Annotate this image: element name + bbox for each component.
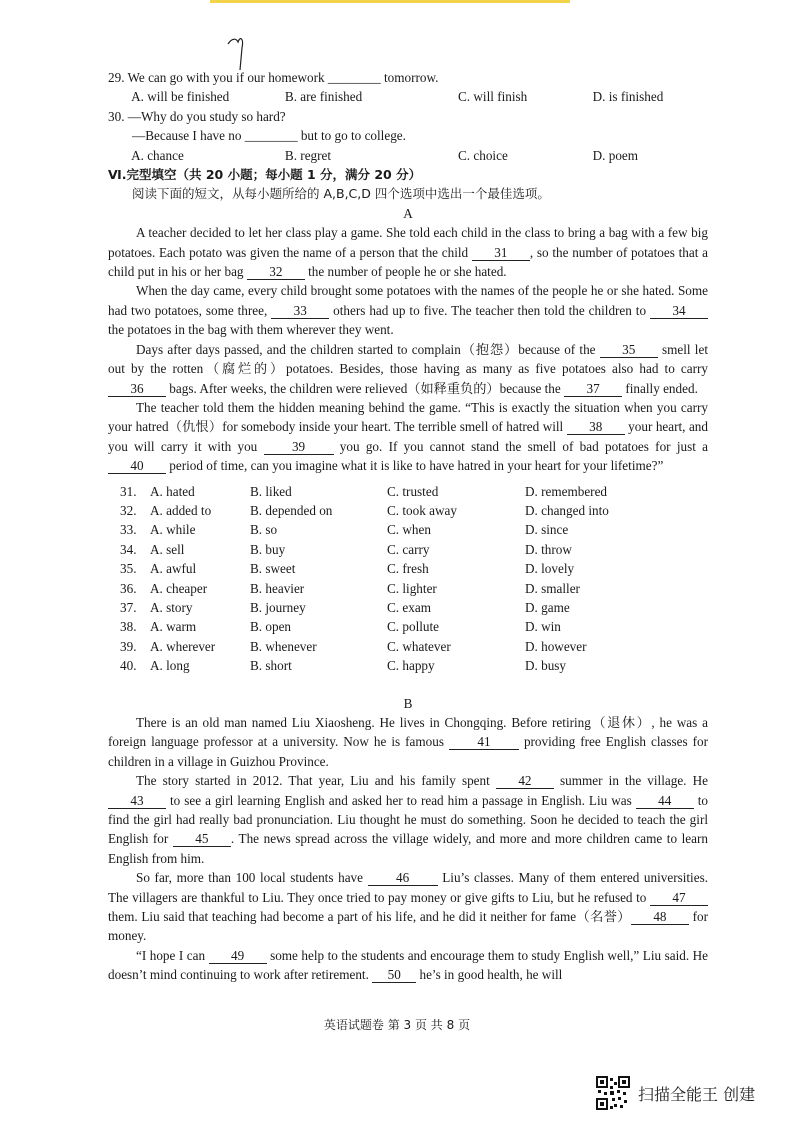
option-row bbox=[108, 540, 675, 559]
option-a: A. hated bbox=[150, 483, 195, 499]
blank-39: 39 bbox=[264, 440, 334, 455]
option-c: C. when bbox=[387, 522, 431, 538]
option-row bbox=[108, 598, 675, 617]
option-row bbox=[108, 617, 675, 636]
option-a: A. will be finished bbox=[131, 89, 230, 105]
option-b: B. are finished bbox=[284, 89, 363, 105]
option-c: C. choice bbox=[458, 147, 508, 163]
option-number: 33. bbox=[120, 522, 137, 538]
option-d: D. remembered bbox=[525, 483, 608, 499]
passage-b-heading: B bbox=[403, 695, 413, 711]
blank-48: 48 bbox=[631, 910, 689, 925]
option-b: B. sweet bbox=[250, 561, 296, 577]
blank-46: 46 bbox=[368, 871, 438, 886]
option-a: A. cheaper bbox=[150, 580, 208, 596]
option-number: 39. bbox=[120, 638, 137, 654]
question-29-stem: 29. We can go with you if our homework ________ tomorrow. bbox=[108, 70, 439, 85]
option-number: 34. bbox=[120, 541, 137, 557]
option-a: A. story bbox=[150, 599, 193, 615]
blank-38: 38 bbox=[567, 420, 625, 435]
option-c: C. trusted bbox=[387, 483, 439, 499]
option-a: A. long bbox=[150, 658, 190, 674]
exam-page bbox=[108, 68, 708, 985]
option-b: B. liked bbox=[250, 483, 292, 499]
passage-b-paragraph-1: There is an old man named Liu Xiaosheng. He lives in Chongqing. Before retiring（退休）, he was a foreign language professor at a university. Now he is famous 41 providing free English classes for children in a village in Guizhou Province. bbox=[108, 715, 708, 769]
option-d: D. is finished bbox=[592, 89, 664, 105]
blank-45: 45 bbox=[173, 832, 231, 847]
option-b: B. open bbox=[250, 619, 292, 635]
blank-36: 36 bbox=[108, 382, 166, 397]
option-row bbox=[108, 482, 675, 501]
option-number: 32. bbox=[120, 502, 137, 518]
option-row bbox=[108, 501, 675, 520]
blank-37: 37 bbox=[564, 382, 622, 397]
blank-34: 34 bbox=[650, 304, 708, 319]
option-number: 36. bbox=[120, 580, 137, 596]
passage-a-paragraph-3: Days after days passed, and the children started to complain（抱怨）because of the 35 smell let out by the rotten（腐烂的）potatoes. Besides, those having as many as five potatoes also had to carry 36 bags. After weeks, the children were relieved（如释重负的）because the 37 finally ended. bbox=[108, 341, 708, 396]
option-a: A. warm bbox=[150, 619, 197, 635]
option-d: D. throw bbox=[525, 541, 572, 557]
blank-33: 33 bbox=[271, 304, 329, 319]
option-row bbox=[108, 520, 675, 539]
option-d: D. smaller bbox=[525, 580, 580, 596]
blank-35: 35 bbox=[600, 343, 658, 358]
option-b: B. short bbox=[250, 658, 292, 674]
scan-edge-strip bbox=[210, 0, 570, 3]
option-number: 38. bbox=[120, 619, 137, 635]
option-c: C. exam bbox=[387, 599, 431, 615]
blank-49: 49 bbox=[209, 949, 267, 964]
option-d: D. poem bbox=[592, 147, 639, 163]
options-table-a bbox=[108, 482, 675, 676]
option-d: D. however bbox=[525, 638, 587, 654]
option-b: B. buy bbox=[250, 541, 286, 557]
option-a: A. chance bbox=[131, 147, 184, 163]
option-c: C. fresh bbox=[387, 561, 429, 577]
passage-a-paragraph-2: When the day came, every child brought some potatoes with the names of the people he or she hated. Some had two potatoes, some three, 33 others had up to five. The teacher then told the children to 34 the potatoes in the bag with them wherever they went. bbox=[108, 283, 708, 338]
option-c: C. took away bbox=[387, 502, 457, 518]
option-c: C. happy bbox=[387, 658, 435, 674]
option-number: 40. bbox=[120, 658, 137, 674]
option-row bbox=[108, 637, 675, 656]
passage-b-paragraph-2: The story started in 2012. That year, Liu and his family spent 42 summer in the village. He 43 to see a girl learning English and asked her to read him a passage in English. Liu was 44 to find the girl had really bad pronunciation. Liu thought he must do something. Soon he decided to teach the girl English for 45 . The news spread across the village widely, and more and more children came to learn English from him. bbox=[108, 773, 708, 866]
blank-50: 50 bbox=[372, 968, 416, 983]
blank-31: 31 bbox=[472, 246, 530, 261]
blank-42: 42 bbox=[496, 774, 554, 789]
option-b: B. depended on bbox=[250, 502, 333, 518]
blank-43: 43 bbox=[108, 794, 166, 809]
scanner-app-label: 扫描全能王 创建 bbox=[638, 1084, 756, 1104]
section-6-instruction: 阅读下面的短文，从每小题所给的 A,B,C,D 四个选项中选出一个最佳选项。 bbox=[132, 186, 550, 202]
passage-a-paragraph-1: A teacher decided to let her class play a game. She told each child in the class to bring a bag with a few big potatoes. Each potato was given the name of a person that the child 31 , so the number of potatoes that a child put in his or her bag 32 the number of people he or she hated. bbox=[108, 225, 708, 280]
option-row bbox=[108, 579, 675, 598]
option-d: D. lovely bbox=[525, 561, 575, 577]
option-row bbox=[108, 559, 675, 578]
blank-47: 47 bbox=[650, 891, 708, 906]
option-b: B. regret bbox=[284, 147, 332, 163]
blank-44: 44 bbox=[636, 794, 694, 809]
option-d: D. game bbox=[525, 599, 570, 615]
passage-b-paragraph-4: “I hope I can 49 some help to the students and encourage them to study English well,” Liu said. He doesn’t mind continuing to work after retirement. 50 he’s in good health, he will bbox=[108, 947, 708, 983]
question-29-options bbox=[108, 87, 708, 106]
question-30 bbox=[108, 107, 708, 165]
question-29 bbox=[108, 68, 708, 107]
option-c: C. will finish bbox=[458, 89, 528, 105]
option-c: C. pollute bbox=[387, 619, 440, 635]
question-30-options bbox=[108, 146, 708, 165]
option-number: 35. bbox=[120, 561, 137, 577]
qr-code-icon bbox=[596, 1076, 630, 1110]
option-a: A. while bbox=[150, 522, 196, 538]
option-a: A. awful bbox=[150, 561, 197, 577]
option-b: B. whenever bbox=[250, 638, 317, 654]
passage-a-heading: A bbox=[403, 205, 413, 221]
blank-32: 32 bbox=[247, 265, 305, 280]
question-30-line2: —Because I have no ________ but to go to college. bbox=[132, 128, 406, 144]
option-number: 31. bbox=[120, 483, 137, 499]
passage-b-paragraph-3: So far, more than 100 local students have 46 Liu’s classes. Many of them entered universities. The villagers are thankful to Liu. They once tried to pay money or give gifts to Liu, but he refused to 47 them. Liu said that teaching had become a part of his life, and he did it neither for fame（名誉） 48 for money. bbox=[108, 870, 709, 944]
option-a: A. wherever bbox=[150, 638, 216, 654]
passage-a-paragraph-4: The teacher told them the hidden meaning behind the game. “This is exactly the situation when you carry your hatred（仇恨）for somebody inside your heart. The terrible smell of hatred will 38 your heart, and you will carry it with you 39 you go. If you cannot stand the smell of bad potatoes for just a 40 period of time, can you imagine what it is like to have hatred in your heart for your lifetime?” bbox=[108, 399, 708, 474]
option-c: C. carry bbox=[387, 541, 430, 557]
option-d: D. win bbox=[525, 619, 561, 635]
option-row bbox=[108, 656, 675, 675]
option-b: B. so bbox=[250, 522, 278, 538]
option-d: D. changed into bbox=[525, 502, 609, 518]
option-c: C. whatever bbox=[387, 638, 451, 654]
section-6-title: Ⅵ.完型填空（共 20 小题；每小题 1 分，满分 20 分） bbox=[108, 167, 422, 183]
page-footer: 英语试题卷 第 3 页 共 8 页 bbox=[323, 1018, 471, 1032]
blank-41: 41 bbox=[449, 735, 519, 750]
option-number: 37. bbox=[120, 599, 137, 615]
option-d: D. since bbox=[525, 522, 569, 538]
option-b: B. heavier bbox=[250, 580, 305, 596]
scanner-watermark bbox=[596, 1076, 755, 1110]
blank-40: 40 bbox=[108, 459, 166, 474]
option-a: A. added to bbox=[150, 502, 212, 518]
option-d: D. busy bbox=[525, 658, 567, 674]
option-b: B. journey bbox=[250, 599, 306, 615]
question-30-stem: 30. —Why do you study so hard? bbox=[108, 108, 286, 124]
option-a: A. sell bbox=[150, 541, 185, 557]
option-c: C. lighter bbox=[387, 580, 437, 596]
